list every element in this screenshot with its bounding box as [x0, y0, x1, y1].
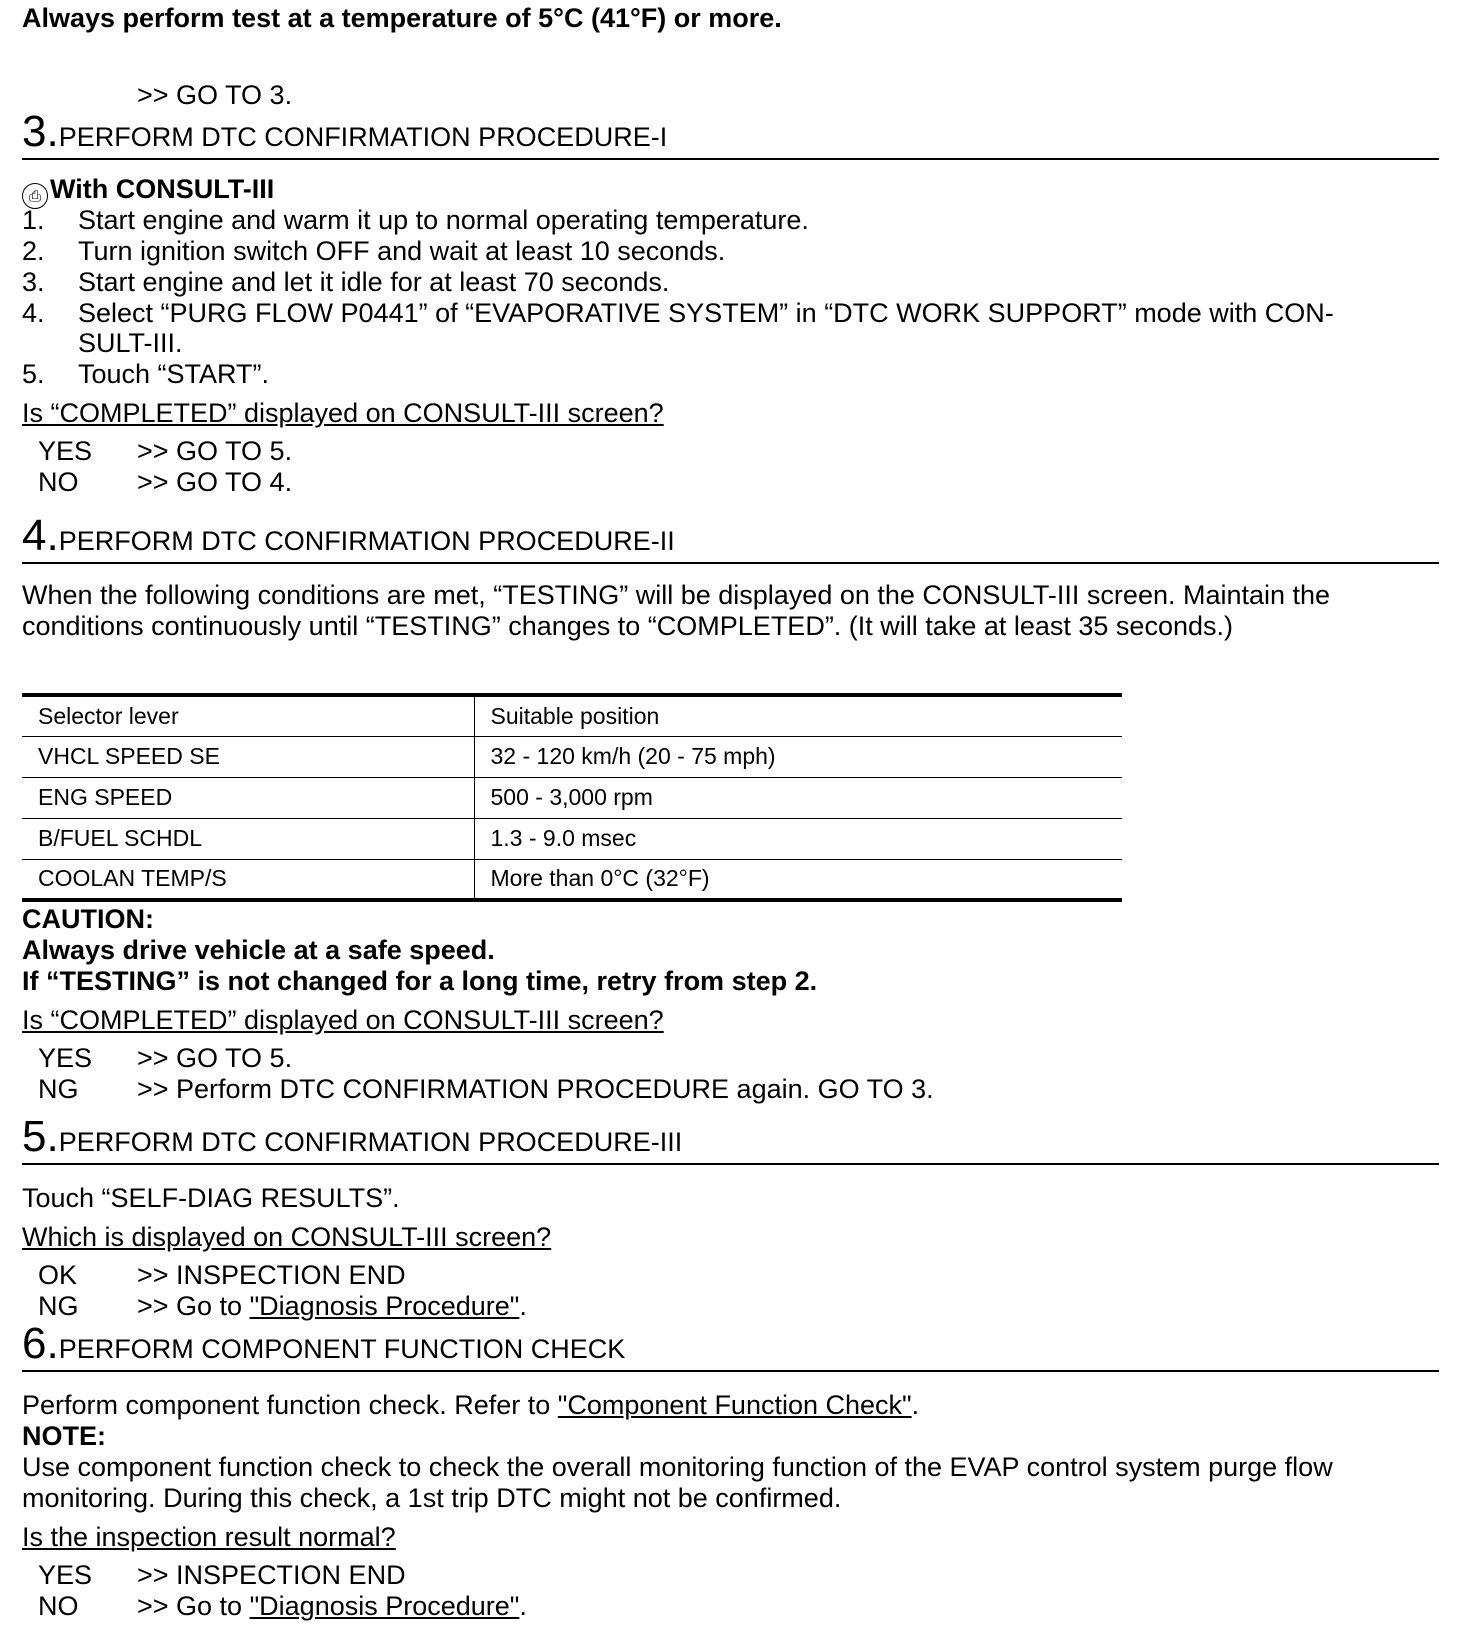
section-6-title: PERFORM COMPONENT FUNCTION CHECK	[58, 1334, 626, 1364]
section-4-answer-ng: NG >> Perform DTC CONFIRMATION PROCEDURE again. GO TO 3.	[38, 1074, 934, 1104]
section-5-answer-ng: NG >> Go to "Diagnosis Procedure".	[38, 1291, 527, 1321]
section-4-answer-yes: YES >> GO TO 5.	[38, 1043, 293, 1073]
component-function-check-link[interactable]: "Component Function Check"	[557, 1390, 912, 1420]
table-row: VHCL SPEED SE 32 - 120 km/h (20 - 75 mph)	[22, 736, 1122, 777]
section-3-answer-no: NO >> GO TO 4.	[38, 467, 293, 497]
section-5-title: PERFORM DTC CONFIRMATION PROCEDURE-III	[58, 1127, 683, 1157]
section-5-answer-ok: OK >> INSPECTION END	[38, 1260, 406, 1290]
diagnosis-procedure-link[interactable]: "Diagnosis Procedure"	[249, 1591, 520, 1621]
table-row: Selector lever Suitable position	[22, 695, 1122, 736]
section-5-number: 5.	[22, 1112, 59, 1161]
note-label: NOTE:	[22, 1421, 106, 1451]
section-5-instruction: Touch “SELF-DIAG RESULTS”.	[22, 1183, 400, 1213]
table-row: COOLAN TEMP/S More than 0°C (32°F)	[22, 859, 1122, 900]
section-4-question: Is “COMPLETED” displayed on CONSULT-III screen?	[22, 1005, 664, 1035]
step-1: 1. Start engine and warm it up to normal operating temperature.	[22, 205, 809, 235]
section-3-title: PERFORM DTC CONFIRMATION PROCEDURE-I	[58, 122, 668, 152]
section-3-heading	[22, 107, 1439, 160]
section-4-title: PERFORM DTC CONFIRMATION PROCEDURE-II	[58, 526, 675, 556]
caution-label: CAUTION:	[22, 904, 154, 934]
note-line-2: monitoring. During this check, a 1st trip DTC might not be confirmed.	[22, 1483, 842, 1513]
section-6-number: 6.	[22, 1319, 59, 1368]
temperature-note: Always perform test at a temperature of 5°C (41°F) or more.	[22, 3, 782, 33]
caution-line-2: If “TESTING” is not changed for a long time, retry from step 2.	[22, 966, 818, 996]
conditions-table	[22, 693, 1122, 902]
consult-icon: ⎙	[22, 183, 48, 209]
note-line-1: Use component function check to check the overall monitoring function of the EVAP control system purge flow	[22, 1452, 1333, 1482]
section-5-heading	[22, 1112, 1439, 1165]
section-3-number: 3.	[22, 107, 59, 156]
section-4-number: 4.	[22, 511, 59, 560]
section-6-answer-yes: YES >> INSPECTION END	[38, 1560, 406, 1590]
section-4-paragraph-line-1: When the following conditions are met, “TESTING” will be displayed on the CONSULT-III screen. Maintain the	[22, 580, 1331, 610]
section-6-question: Is the inspection result normal?	[22, 1522, 396, 1552]
section-5-question: Which is displayed on CONSULT-III screen?	[22, 1222, 552, 1252]
step-4-continuation: SULT-III.	[78, 328, 183, 358]
diagnosis-procedure-link[interactable]: "Diagnosis Procedure"	[249, 1291, 520, 1321]
section-6-answer-no: NO >> Go to "Diagnosis Procedure".	[38, 1591, 527, 1621]
section-4-heading	[22, 511, 1439, 564]
table-row: B/FUEL SCHDL 1.3 - 9.0 msec	[22, 818, 1122, 859]
section-6-heading	[22, 1319, 1439, 1372]
section-3-answer-yes: YES >> GO TO 5.	[38, 436, 293, 466]
goto-3-text: >> GO TO 3.	[137, 80, 293, 110]
step-3: 3. Start engine and let it idle for at least 70 seconds.	[22, 267, 670, 297]
section-6-instruction: Perform component function check. Refer to "Component Function Check".	[22, 1390, 920, 1420]
with-consult-text: With CONSULT-III	[50, 174, 275, 204]
step-2: 2. Turn ignition switch OFF and wait at least 10 seconds.	[22, 236, 726, 266]
table-row: ENG SPEED 500 - 3,000 rpm	[22, 777, 1122, 818]
step-5: 5. Touch “START”.	[22, 359, 270, 389]
caution-line-1: Always drive vehicle at a safe speed.	[22, 935, 495, 965]
section-4-paragraph-line-2: conditions continuously until “TESTING” changes to “COMPLETED”. (It will take at least 35 seconds.)	[22, 611, 1233, 641]
step-4: 4. Select “PURG FLOW P0441” of “EVAPORATIVE SYSTEM” in “DTC WORK SUPPORT” mode with CON-	[22, 298, 1334, 328]
section-3-question: Is “COMPLETED” displayed on CONSULT-III screen?	[22, 398, 664, 428]
